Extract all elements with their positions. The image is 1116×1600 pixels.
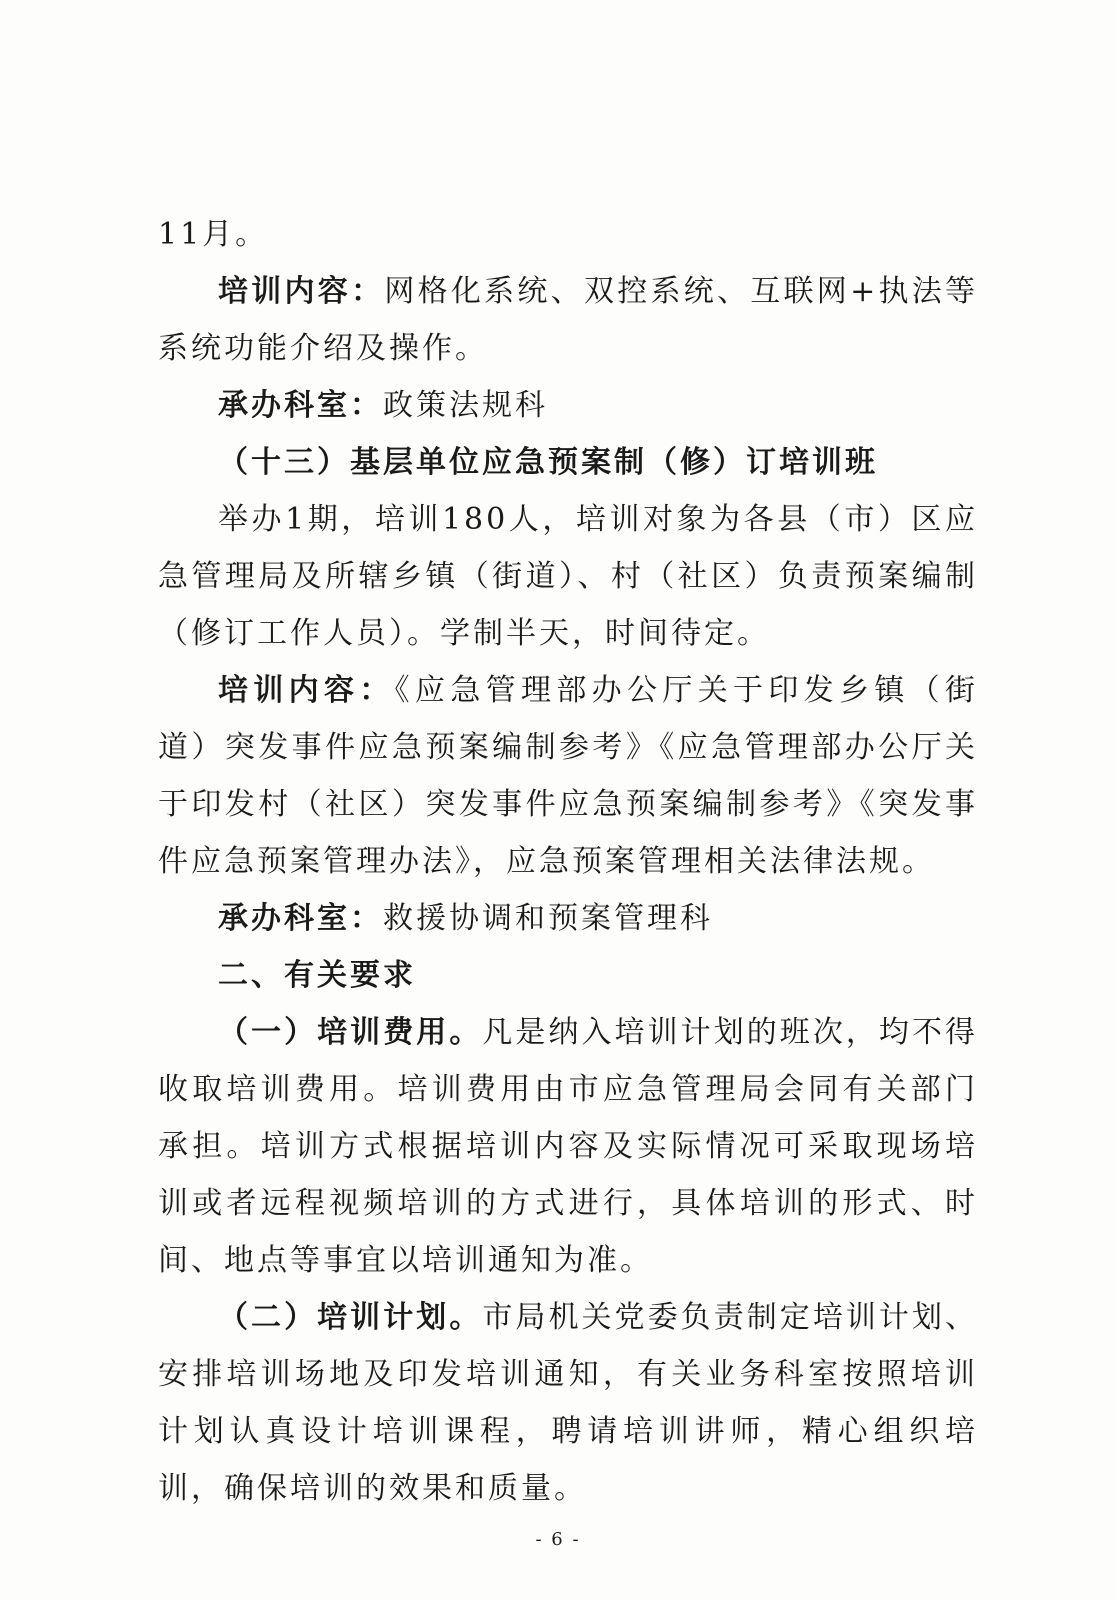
paragraph-training-content-12 xyxy=(158,263,978,377)
text-training-content: 《应急管理部办公厅关于印发乡镇（街道）突发事件应急预案编制参考》《应急管理部办公厅关于印发村（社区）突发事件应急预案编制参考》《突发事件应急预案管理办法》，应急预案管理相关法律法规。 xyxy=(158,673,979,879)
section-heading-requirements: 二、有关要求 xyxy=(218,958,416,993)
paragraph-training-plan xyxy=(158,1289,978,1517)
text-training-content: 网格化系统、双控系统、互联网+执法等系统功能介绍及操作。 xyxy=(158,274,979,366)
paragraph-date-end: 11月。 xyxy=(158,217,269,252)
page-number: - 6 - xyxy=(535,1529,581,1550)
heading-item-13: （十三）基层单位应急预案制（修）订培训班 xyxy=(218,445,878,480)
label-training-content: 培训内容： xyxy=(218,673,395,708)
label-organizer: 承办科室： xyxy=(218,901,383,936)
text-training-fees: 凡是纳入培训计划的班次，均不得收取培训费用。培训费用由市应急管理局会同有关部门承担。培训方式根据培训内容及实际情况可采取现场培训或者远程视频培训的方式进行，具体培训的形式、时间、地点等事宜以培训通知为准。 xyxy=(158,1015,979,1278)
paragraph-organizer-12 xyxy=(158,377,978,434)
label-organizer: 承办科室： xyxy=(218,388,383,423)
paragraph-training-fees xyxy=(158,1004,978,1289)
text-organizer: 政策法规科 xyxy=(383,388,548,423)
paragraph-training-content-13 xyxy=(158,662,978,890)
label-training-fees: （一）培训费用。 xyxy=(218,1015,483,1050)
text-organizer: 救援协调和预案管理科 xyxy=(383,901,713,936)
text-training-plan: 市局机关党委负责制定培训计划、安排培训场地及印发培训通知，有关业务科室按照培训计划认真设计培训课程，聘请培训讲师，精心组织培训，确保培训的效果和质量。 xyxy=(158,1300,979,1506)
paragraph-organizer-13 xyxy=(158,890,978,947)
label-training-content: 培训内容： xyxy=(218,274,385,309)
document-body xyxy=(158,206,978,1517)
paragraph-item-13-details: 举办1期，培训180人，培训对象为各县（市）区应急管理局及所辖乡镇（街道）、村（社区）负责预案编制（修订工作人员）。学制半天，时间待定。 xyxy=(158,502,978,651)
label-training-plan: （二）培训计划。 xyxy=(218,1300,483,1335)
